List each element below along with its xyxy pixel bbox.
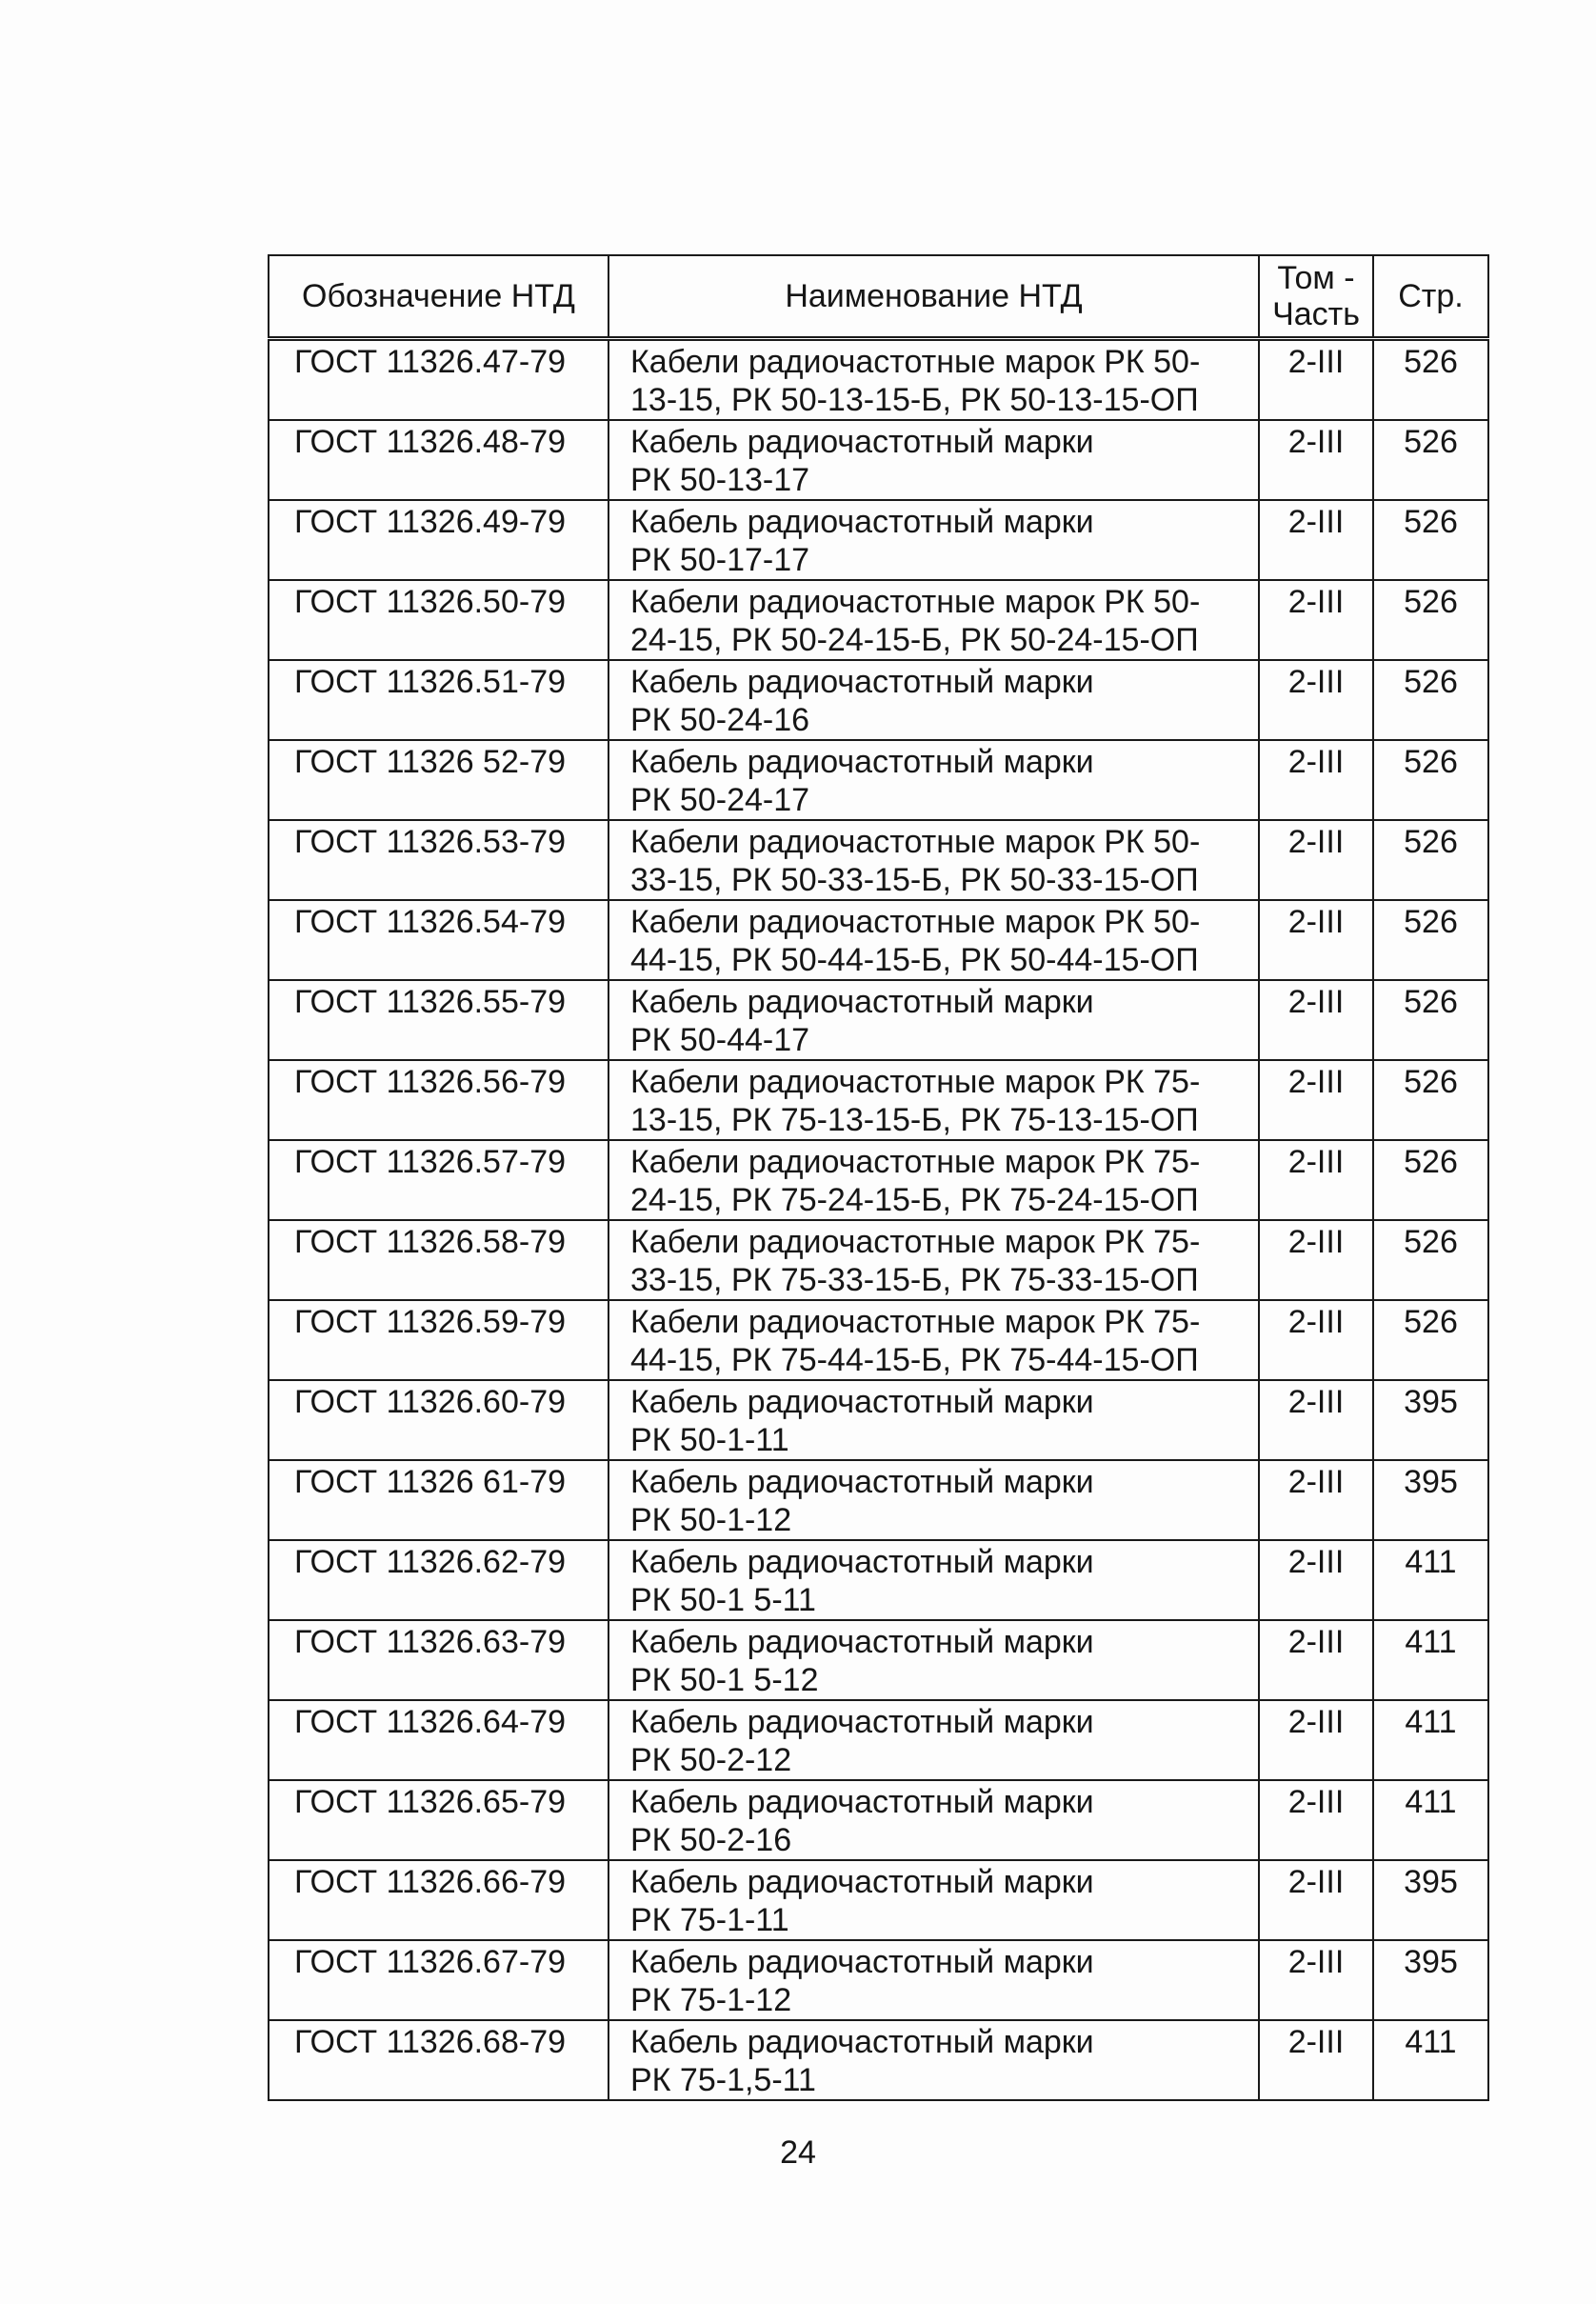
table-row [269, 740, 1488, 820]
cell-volume: 2-III [1259, 1060, 1373, 1140]
cell-code: ГОСТ 11326.67-79 [269, 1940, 608, 2020]
table-row [269, 1140, 1488, 1220]
cell-name-line2: РК 50-17-17 [630, 542, 810, 578]
cell-name-line2: 33-15, РК 75-33-15-Б, РК 75-33-15-ОП [630, 1262, 1199, 1298]
cell-code: ГОСТ 11326.55-79 [269, 980, 608, 1060]
cell-name-line2: РК 75-1,5-11 [630, 2062, 816, 2098]
table-row [269, 500, 1488, 580]
cell-name [608, 900, 1259, 980]
table-row [269, 2020, 1488, 2100]
cell-volume: 2-III [1259, 1540, 1373, 1620]
cell-name [608, 1300, 1259, 1380]
cell-name-line2: 13-15, РК 75-13-15-Б, РК 75-13-15-ОП [630, 1102, 1199, 1138]
cell-name-line1: Кабель радиочастотный марки [630, 1384, 1094, 1420]
cell-name-line2: 13-15, РК 50-13-15-Б, РК 50-13-15-ОП [630, 382, 1199, 418]
cell-volume: 2-III [1259, 980, 1373, 1060]
cell-volume: 2-III [1259, 420, 1373, 500]
cell-code: ГОСТ 11326.50-79 [269, 580, 608, 660]
cell-name-line2: РК 50-24-17 [630, 782, 810, 818]
cell-name-line2: 24-15, РК 75-24-15-Б, РК 75-24-15-ОП [630, 1182, 1199, 1218]
cell-page: 526 [1373, 1060, 1488, 1140]
cell-name-line1: Кабель радиочастотный марки [630, 984, 1094, 1020]
cell-volume: 2-III [1259, 339, 1373, 421]
cell-name-line2: 44-15, РК 50-44-15-Б, РК 50-44-15-ОП [630, 942, 1199, 978]
cell-name-line1: Кабель радиочастотный марки [630, 1624, 1094, 1660]
cell-name-line1: Кабели радиочастотные марок РК 75- [630, 1144, 1201, 1180]
cell-volume: 2-III [1259, 660, 1373, 740]
cell-name-line1: Кабель радиочастотный марки [630, 1544, 1094, 1580]
cell-name-line2: 44-15, РК 75-44-15-Б, РК 75-44-15-ОП [630, 1342, 1199, 1378]
cell-name-line1: Кабель радиочастотный марки [630, 1944, 1094, 1980]
cell-name-line1: Кабель радиочастотный марки [630, 1864, 1094, 1900]
header-volume-line1: Том - [1277, 260, 1355, 296]
cell-page: 411 [1373, 2020, 1488, 2100]
cell-name-line1: Кабели радиочастотные марок РК 75- [630, 1224, 1201, 1260]
cell-volume: 2-III [1259, 900, 1373, 980]
page-number: 24 [780, 2134, 816, 2171]
cell-name-line2: РК 50-2-16 [630, 1822, 792, 1858]
cell-page: 395 [1373, 1460, 1488, 1540]
cell-name-line1: Кабели радиочастотные марок РК 50- [630, 824, 1201, 860]
cell-name-line2: РК 50-1 5-12 [630, 1662, 819, 1698]
cell-page: 395 [1373, 1380, 1488, 1460]
cell-name [608, 660, 1259, 740]
cell-code: ГОСТ 11326.59-79 [269, 1300, 608, 1380]
cell-page: 526 [1373, 500, 1488, 580]
cell-name [608, 1940, 1259, 2020]
cell-name-line1: Кабели радиочастотные марок РК 75- [630, 1304, 1201, 1340]
cell-page: 411 [1373, 1540, 1488, 1620]
cell-volume: 2-III [1259, 1140, 1373, 1220]
table-row [269, 339, 1488, 421]
cell-volume: 2-III [1259, 2020, 1373, 2100]
cell-page: 411 [1373, 1620, 1488, 1700]
cell-name-line2: РК 50-1-11 [630, 1422, 789, 1458]
cell-name-line2: РК 75-1-11 [630, 1902, 789, 1938]
table-row [269, 1380, 1488, 1460]
cell-name [608, 420, 1259, 500]
cell-name-line1: Кабели радиочастотные марок РК 75- [630, 1064, 1201, 1100]
cell-name [608, 500, 1259, 580]
cell-name [608, 1460, 1259, 1540]
cell-name-line1: Кабель радиочастотный марки [630, 424, 1094, 460]
cell-code: ГОСТ 11326.49-79 [269, 500, 608, 580]
cell-page: 526 [1373, 820, 1488, 900]
cell-page: 526 [1373, 980, 1488, 1060]
cell-code: ГОСТ 11326.47-79 [269, 339, 608, 421]
cell-code: ГОСТ 11326.60-79 [269, 1380, 608, 1460]
cell-page: 411 [1373, 1700, 1488, 1780]
cell-code: ГОСТ 11326.63-79 [269, 1620, 608, 1700]
cell-name-line2: РК 75-1-12 [630, 1982, 792, 2018]
cell-page: 526 [1373, 1300, 1488, 1380]
cell-page: 526 [1373, 660, 1488, 740]
cell-volume: 2-III [1259, 1700, 1373, 1780]
cell-volume: 2-III [1259, 1220, 1373, 1300]
cell-name-line1: Кабели радиочастотные марок РК 50- [630, 904, 1201, 940]
cell-name-line1: Кабели радиочастотные марок РК 50- [630, 344, 1201, 380]
table-row [269, 1940, 1488, 2020]
table-row [269, 980, 1488, 1060]
table-row [269, 900, 1488, 980]
header-name: Наименование НТД [608, 255, 1259, 339]
cell-code: ГОСТ 11326.53-79 [269, 820, 608, 900]
cell-volume: 2-III [1259, 740, 1373, 820]
cell-page: 395 [1373, 1860, 1488, 1940]
cell-volume: 2-III [1259, 1620, 1373, 1700]
cell-name [608, 1540, 1259, 1620]
cell-name [608, 980, 1259, 1060]
cell-page: 526 [1373, 740, 1488, 820]
cell-volume: 2-III [1259, 1380, 1373, 1460]
cell-name [608, 1220, 1259, 1300]
cell-page: 526 [1373, 900, 1488, 980]
cell-name [608, 1060, 1259, 1140]
cell-volume: 2-III [1259, 500, 1373, 580]
cell-page: 526 [1373, 580, 1488, 660]
cell-name [608, 1620, 1259, 1700]
table-row [269, 420, 1488, 500]
cell-code: ГОСТ 11326.68-79 [269, 2020, 608, 2100]
table-row [269, 1860, 1488, 1940]
table-row [269, 1060, 1488, 1140]
cell-name [608, 339, 1259, 421]
cell-code: ГОСТ 11326.57-79 [269, 1140, 608, 1220]
table-row [269, 1540, 1488, 1620]
cell-code: ГОСТ 11326.54-79 [269, 900, 608, 980]
cell-code: ГОСТ 11326 52-79 [269, 740, 608, 820]
table-row [269, 1620, 1488, 1700]
cell-name-line1: Кабель радиочастотный марки [630, 1704, 1094, 1740]
cell-code: ГОСТ 11326.48-79 [269, 420, 608, 500]
cell-name [608, 1140, 1259, 1220]
cell-name-line1: Кабель радиочастотный марки [630, 664, 1094, 700]
header-page: Стр. [1373, 255, 1488, 339]
cell-name-line2: РК 50-13-17 [630, 462, 810, 498]
cell-name [608, 2020, 1259, 2100]
cell-page: 411 [1373, 1780, 1488, 1860]
cell-name-line1: Кабель радиочастотный марки [630, 2024, 1094, 2060]
cell-name-line2: 24-15, РК 50-24-15-Б, РК 50-24-15-ОП [630, 622, 1199, 658]
cell-name [608, 820, 1259, 900]
table-row [269, 1300, 1488, 1380]
ntd-table [268, 254, 1489, 2101]
cell-volume: 2-III [1259, 1860, 1373, 1940]
table-row [269, 1780, 1488, 1860]
cell-volume: 2-III [1259, 1780, 1373, 1860]
cell-name-line1: Кабель радиочастотный марки [630, 1464, 1094, 1500]
cell-code: ГОСТ 11326.62-79 [269, 1540, 608, 1620]
cell-name-line2: РК 50-44-17 [630, 1022, 810, 1058]
table-row [269, 660, 1488, 740]
cell-code: ГОСТ 11326.64-79 [269, 1700, 608, 1780]
cell-page: 526 [1373, 420, 1488, 500]
table-row [269, 1700, 1488, 1780]
cell-volume: 2-III [1259, 820, 1373, 900]
cell-name [608, 1780, 1259, 1860]
cell-page: 395 [1373, 1940, 1488, 2020]
cell-code: ГОСТ 11326.58-79 [269, 1220, 608, 1300]
cell-name [608, 740, 1259, 820]
cell-name [608, 1700, 1259, 1780]
cell-page: 526 [1373, 1140, 1488, 1220]
table-header-row [269, 255, 1488, 339]
cell-volume: 2-III [1259, 1300, 1373, 1380]
cell-name-line2: 33-15, РК 50-33-15-Б, РК 50-33-15-ОП [630, 862, 1199, 898]
cell-name-line2: РК 50-1 5-11 [630, 1582, 816, 1618]
table-body [269, 339, 1488, 2101]
cell-page: 526 [1373, 1220, 1488, 1300]
cell-code: ГОСТ 11326.56-79 [269, 1060, 608, 1140]
cell-name-line1: Кабель радиочастотный марки [630, 1784, 1094, 1820]
cell-volume: 2-III [1259, 580, 1373, 660]
cell-name-line1: Кабель радиочастотный марки [630, 504, 1094, 540]
header-code: Обозначение НТД [269, 255, 608, 339]
cell-name [608, 1380, 1259, 1460]
table-row [269, 1460, 1488, 1540]
header-volume [1259, 255, 1373, 339]
header-volume-line2: Часть [1272, 296, 1360, 332]
cell-name [608, 1860, 1259, 1940]
cell-code: ГОСТ 11326.65-79 [269, 1780, 608, 1860]
cell-code: ГОСТ 11326.66-79 [269, 1860, 608, 1940]
cell-code: ГОСТ 11326 61-79 [269, 1460, 608, 1540]
table-row [269, 580, 1488, 660]
table-row [269, 820, 1488, 900]
cell-name-line2: РК 50-1-12 [630, 1502, 792, 1538]
cell-name-line2: РК 50-24-16 [630, 702, 810, 738]
cell-volume: 2-III [1259, 1940, 1373, 2020]
table-row [269, 1220, 1488, 1300]
cell-code: ГОСТ 11326.51-79 [269, 660, 608, 740]
cell-name [608, 580, 1259, 660]
cell-name-line1: Кабели радиочастотные марок РК 50- [630, 584, 1201, 620]
cell-page: 526 [1373, 339, 1488, 421]
cell-volume: 2-III [1259, 1460, 1373, 1540]
cell-name-line2: РК 50-2-12 [630, 1742, 792, 1778]
cell-name-line1: Кабель радиочастотный марки [630, 744, 1094, 780]
